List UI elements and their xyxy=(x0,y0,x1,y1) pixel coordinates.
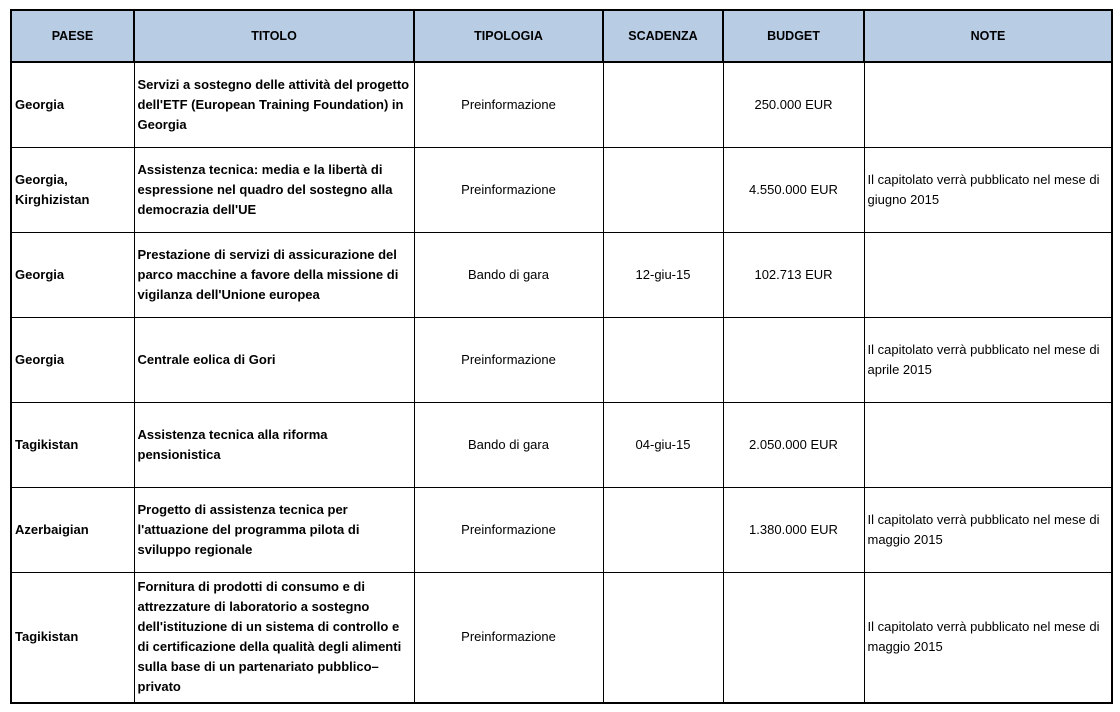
cell-budget xyxy=(723,317,864,402)
cell-tipologia: Bando di gara xyxy=(414,232,603,317)
table-row xyxy=(11,62,1112,147)
cell-titolo: Fornitura di prodotti di consumo e di attrezzature di laboratorio a sostegno dell'istituzione di un sistema di controllo e di certificazione della qualità degli alimenti sulla base di un partenariato pubblico–privato xyxy=(134,572,414,703)
header-paese: PAESE xyxy=(11,10,134,62)
cell-tipologia: Preinformazione xyxy=(414,572,603,703)
header-note: NOTE xyxy=(864,10,1112,62)
cell-note xyxy=(864,232,1112,317)
table-row xyxy=(11,232,1112,317)
table-row xyxy=(11,317,1112,402)
cell-budget: 4.550.000 EUR xyxy=(723,147,864,232)
cell-titolo: Progetto di assistenza tecnica per l'attuazione del programma pilota di sviluppo regionale xyxy=(134,487,414,572)
cell-tipologia: Preinformazione xyxy=(414,62,603,147)
cell-paese: Georgia xyxy=(11,62,134,147)
cell-budget: 2.050.000 EUR xyxy=(723,402,864,487)
table-row xyxy=(11,487,1112,572)
table-row xyxy=(11,572,1112,703)
cell-scadenza: 04-giu-15 xyxy=(603,402,723,487)
cell-paese: Georgia xyxy=(11,317,134,402)
cell-titolo: Servizi a sostegno delle attività del progetto dell'ETF (European Training Foundation) in Georgia xyxy=(134,62,414,147)
header-tipologia: TIPOLOGIA xyxy=(414,10,603,62)
cell-note: Il capitolato verrà pubblicato nel mese di aprile 2015 xyxy=(864,317,1112,402)
cell-scadenza xyxy=(603,487,723,572)
cell-paese: Tagikistan xyxy=(11,402,134,487)
cell-budget: 102.713 EUR xyxy=(723,232,864,317)
cell-paese: Georgia, Kirghizistan xyxy=(11,147,134,232)
cell-budget: 1.380.000 EUR xyxy=(723,487,864,572)
cell-tipologia: Bando di gara xyxy=(414,402,603,487)
cell-budget xyxy=(723,572,864,703)
cell-tipologia: Preinformazione xyxy=(414,147,603,232)
cell-paese: Azerbaigian xyxy=(11,487,134,572)
cell-paese: Tagikistan xyxy=(11,572,134,703)
cell-titolo: Centrale eolica di Gori xyxy=(134,317,414,402)
table-header xyxy=(11,10,1112,62)
header-budget: BUDGET xyxy=(723,10,864,62)
cell-budget: 250.000 EUR xyxy=(723,62,864,147)
cell-titolo: Assistenza tecnica alla riforma pensionistica xyxy=(134,402,414,487)
cell-titolo: Assistenza tecnica: media e la libertà di espressione nel quadro del sostegno alla democrazia dell'UE xyxy=(134,147,414,232)
cell-note: Il capitolato verrà pubblicato nel mese di maggio 2015 xyxy=(864,487,1112,572)
header-scadenza: SCADENZA xyxy=(603,10,723,62)
cell-paese: Georgia xyxy=(11,232,134,317)
table-body xyxy=(11,62,1112,703)
cell-scadenza xyxy=(603,62,723,147)
cell-note: Il capitolato verrà pubblicato nel mese di maggio 2015 xyxy=(864,572,1112,703)
cell-note: Il capitolato verrà pubblicato nel mese di giugno 2015 xyxy=(864,147,1112,232)
cell-scadenza xyxy=(603,147,723,232)
cell-titolo: Prestazione di servizi di assicurazione del parco macchine a favore della missione di vigilanza dell'Unione europea xyxy=(134,232,414,317)
tenders-table xyxy=(10,9,1113,704)
cell-scadenza: 12-giu-15 xyxy=(603,232,723,317)
header-titolo: TITOLO xyxy=(134,10,414,62)
table-row xyxy=(11,402,1112,487)
cell-note xyxy=(864,402,1112,487)
cell-note xyxy=(864,62,1112,147)
cell-scadenza xyxy=(603,317,723,402)
table-row xyxy=(11,147,1112,232)
cell-tipologia: Preinformazione xyxy=(414,487,603,572)
cell-tipologia: Preinformazione xyxy=(414,317,603,402)
cell-scadenza xyxy=(603,572,723,703)
header-row xyxy=(11,10,1112,62)
